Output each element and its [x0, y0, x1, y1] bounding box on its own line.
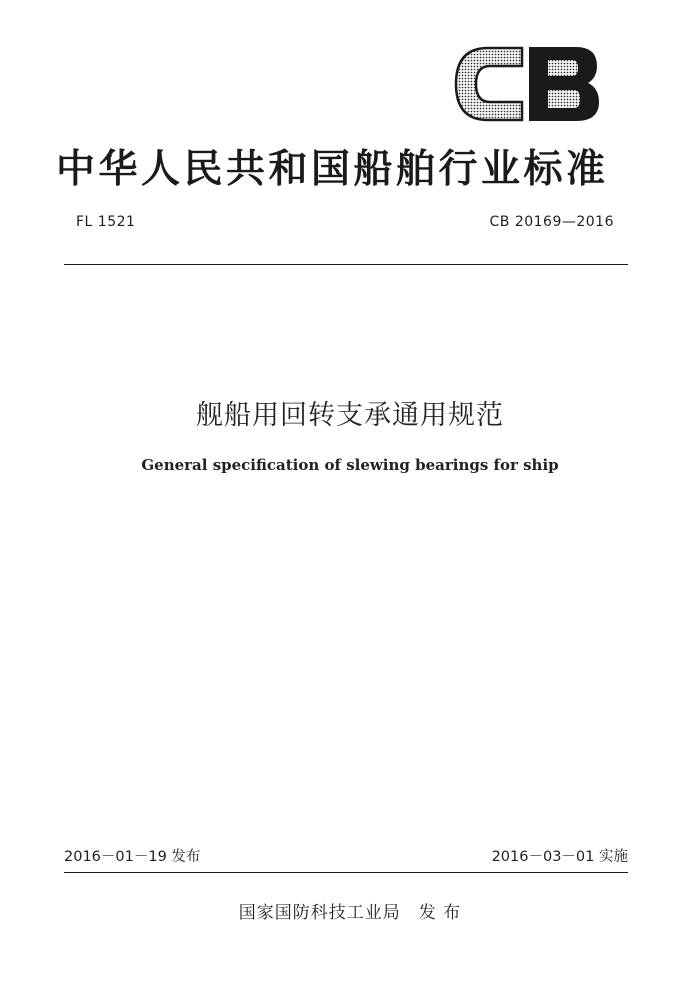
publisher-name: 国家国防科技工业局	[238, 903, 401, 923]
standard-number: CB 20169—2016	[489, 214, 614, 230]
footer-divider	[64, 872, 628, 873]
classification-code: FL 1521	[76, 214, 136, 230]
document-title-cn: 舰船用回转支承通用规范	[196, 400, 504, 431]
publisher-line	[0, 898, 700, 923]
cb-logo-icon	[452, 44, 600, 124]
cb-logo	[452, 44, 600, 124]
header-divider	[64, 264, 628, 265]
issue-date: 2016－01－19 发布	[64, 849, 201, 865]
publish-word: 发 布	[418, 903, 462, 923]
effective-date: 2016－03－01 实施	[491, 849, 628, 865]
page-title: 中华人民共和国船舶行业标准	[56, 147, 609, 192]
document-title-en: General specification of slewing bearings for ship	[141, 456, 559, 474]
